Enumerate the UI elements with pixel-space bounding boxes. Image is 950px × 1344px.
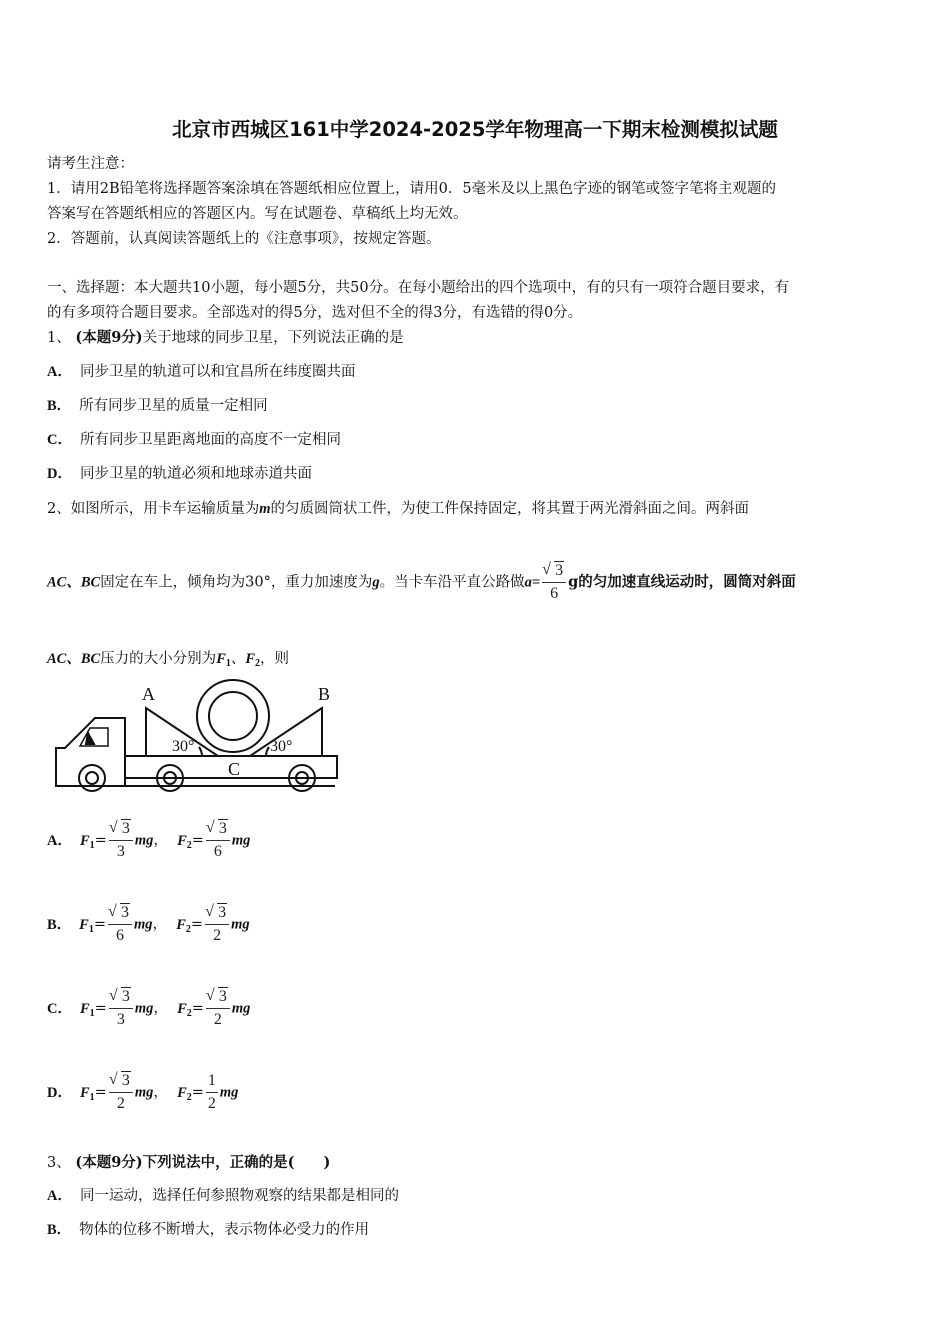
label-a: A <box>142 684 155 704</box>
q1-prefix: 1、 <box>47 330 71 346</box>
option-label: A． <box>47 1188 72 1204</box>
q2-ac-bc: AC、BC <box>47 651 101 667</box>
q3-stem <box>47 1151 330 1172</box>
option-text: 同步卫星的轨道必须和地球赤道共面 <box>79 466 312 482</box>
fraction: $\frac{1}{2}$ <box>206 1070 218 1115</box>
q2-line2 <box>47 560 796 605</box>
q2-option-b[interactable]: B． $F_1=$ √ $\frac{3}{6}$ mg， $F_2=$ √ $\frac{3}{2}$ mg <box>47 902 250 947</box>
fraction <box>542 560 566 605</box>
option-text: 物体的位移不断增大，表示物体必受力的作用 <box>79 1222 370 1238</box>
q2-g: g <box>372 574 380 591</box>
separator: 、 <box>230 651 246 667</box>
option-label: A． <box>47 832 72 849</box>
q1-option-b[interactable] <box>47 394 268 415</box>
option-text: 所有同步卫星距离地面的高度不一定相同 <box>79 432 341 448</box>
q2-m: m <box>259 501 271 517</box>
q3-stem-text: 下列说法中，正确的是( ) <box>142 1154 331 1171</box>
notice-item-1a: 1．请用2B铅笔将选择题答案涂填在答题纸相应位置上，请用0．5毫米及以上黑色字迹的钢笔或签字笔将主观题的 <box>47 181 777 197</box>
fraction: √ $\frac{3}{3}$ <box>109 986 133 1031</box>
q3-option-b[interactable] <box>47 1218 369 1239</box>
option-label: A． <box>47 364 72 380</box>
q1-score: (本题9分) <box>75 329 143 346</box>
q2-a-eq: a= <box>524 574 541 591</box>
q1-stem-text: 关于地球的同步卫星，下列说法正确的是 <box>142 330 404 346</box>
q1-option-a[interactable] <box>47 360 355 381</box>
cylinder-inner <box>209 692 257 740</box>
q2-text: ，则 <box>260 651 290 667</box>
fraction: √ $\frac{3}{6}$ <box>206 818 230 863</box>
q2-f1: $F_1$ <box>216 651 231 669</box>
q2-option-a[interactable]: A． $F_1=$ √ $\frac{3}{3}$ mg， $F_2=$ √ $\frac{3}{6}$ mg <box>47 818 250 863</box>
q2-line1 <box>47 497 749 518</box>
q3-score: (本题9分) <box>75 1154 143 1171</box>
section1-line2: 的有多项符合题目要求。全部选对的得5分，选对但不全的得3分，有选错的得0分。 <box>47 305 583 321</box>
q2-line3 <box>47 647 289 669</box>
section1-line1: 一、选择题：本大题共10小题，每小题5分，共50分。在每小题给出的四个选项中，有的只有一项符合题目要求，有 <box>47 280 790 296</box>
q2-text: 。当卡车沿平直公路做 <box>379 574 525 591</box>
q1-option-c[interactable] <box>47 428 341 449</box>
q2-f2: $F_2$ <box>245 651 261 669</box>
q1-stem <box>47 326 404 347</box>
label-c: C <box>228 759 241 779</box>
angle-right-label: 30° <box>270 738 293 755</box>
option-label: D． <box>47 1084 72 1101</box>
cylinder-outer <box>197 680 269 752</box>
option-label: D． <box>47 466 72 482</box>
notice-item-1b: 答案写在答题纸相应的答题区内。写在试题卷、草稿纸上均无效。 <box>47 206 468 222</box>
wheel-1 <box>79 765 105 791</box>
option-label: B． <box>47 398 72 414</box>
q1-option-d[interactable] <box>47 462 312 483</box>
wheel-1-hub <box>86 772 98 784</box>
notice-item-2: 2．答题前，认真阅读答题纸上的《注意事项》，按规定答题。 <box>47 231 441 247</box>
denominator: 6 <box>542 582 566 605</box>
angle-arc-right <box>266 747 269 756</box>
q2-text: 2、如图所示，用卡车运输质量为 <box>47 501 260 517</box>
fraction: √ $\frac{3}{2}$ <box>205 902 229 947</box>
page-title: 北京市西城区161中学2024-2025学年物理高一下期末检测模拟试题 <box>172 118 778 141</box>
option-label: B． <box>47 1222 72 1238</box>
q2-text: g的匀加速直线运动时，圆筒对斜面 <box>568 573 796 591</box>
option-label: C． <box>47 1000 72 1017</box>
q2-ac-bc: AC、BC <box>47 574 101 591</box>
fraction: √ $\frac{3}{2}$ <box>109 1070 133 1115</box>
option-label: B． <box>47 916 72 933</box>
label-b: B <box>318 684 331 704</box>
option-text: 同一运动，选择任何参照物观察的结果都是相同的 <box>79 1188 399 1204</box>
fraction: √ $\frac{3}{3}$ <box>109 818 133 863</box>
q2-text: 的匀质圆筒状工件，为使工件保持固定，将其置于两光滑斜面之间。两斜面 <box>270 501 750 517</box>
q3-prefix: 3、 <box>47 1155 71 1171</box>
notice-heading: 请考生注意： <box>47 156 134 172</box>
fraction: √ $\frac{3}{2}$ <box>206 986 230 1031</box>
fraction: √ $\frac{3}{6}$ <box>108 902 132 947</box>
option-text: 同步卫星的轨道可以和宜昌所在纬度圈共面 <box>79 364 356 380</box>
option-text: 所有同步卫星的质量一定相同 <box>79 398 268 414</box>
radicand: 3 <box>555 562 564 579</box>
q2-option-c[interactable]: C． $F_1=$ √ $\frac{3}{3}$ mg， $F_2=$ √ $\frac{3}{2}$ mg <box>47 986 250 1031</box>
driver-shape <box>86 733 94 744</box>
q3-option-a[interactable] <box>47 1184 399 1205</box>
option-label: C． <box>47 432 72 448</box>
q2-option-d[interactable]: D． $F_1=$ √ $\frac{3}{2}$ mg， $F_2=$ $\frac{1}{2}$ mg <box>47 1070 238 1115</box>
q2-text: 压力的大小分别为 <box>100 651 217 667</box>
angle-left-label: 30° <box>172 738 195 755</box>
truck-figure <box>50 678 342 798</box>
q2-text: 固定在车上，倾角均为30°，重力加速度为 <box>100 574 373 591</box>
angle-arc-left <box>199 747 202 756</box>
